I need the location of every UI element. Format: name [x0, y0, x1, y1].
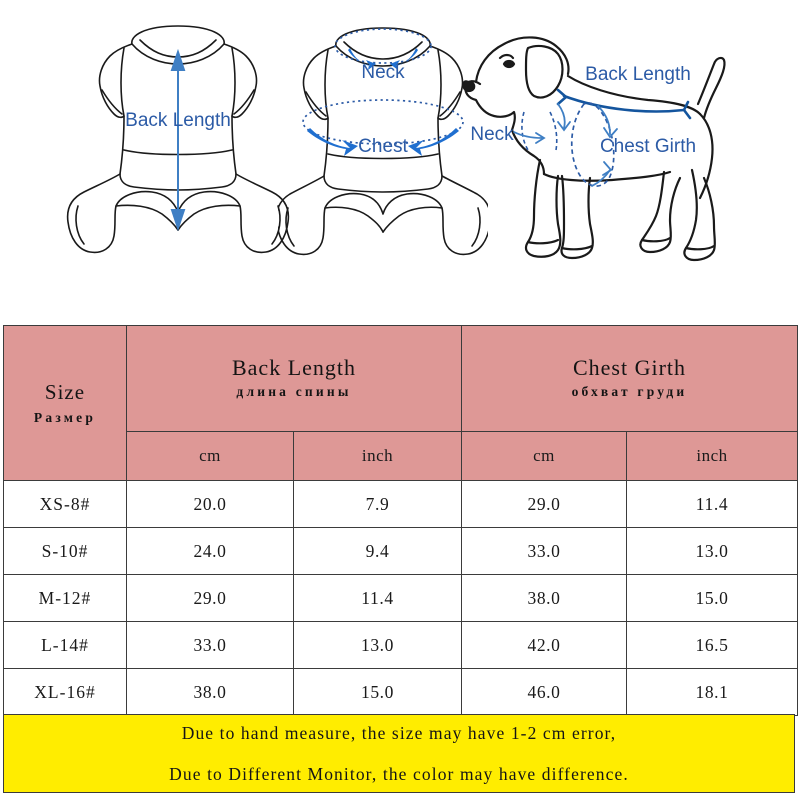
- cell-back-length-inch: 13.0: [294, 622, 462, 669]
- cell-back-length-cm: 29.0: [127, 575, 294, 622]
- cell-back-length-cm: 20.0: [127, 481, 294, 528]
- table-row: [4, 528, 798, 575]
- disclaimer-note: [3, 714, 795, 793]
- header-size-en: Size: [44, 379, 86, 404]
- cell-chest-girth-cm: 46.0: [462, 669, 627, 716]
- table-row: [4, 481, 798, 528]
- cell-chest-girth-inch: 15.0: [627, 575, 798, 622]
- cell-back-length-cm: 33.0: [127, 622, 294, 669]
- cell-size: XL-16#: [4, 669, 127, 716]
- cell-chest-girth-inch: 13.0: [627, 528, 798, 575]
- chest-label-back: Chest: [358, 136, 408, 157]
- cell-chest-girth-inch: 16.5: [627, 622, 798, 669]
- cell-chest-girth-inch: 11.4: [627, 481, 798, 528]
- illustration-panel: [0, 0, 800, 325]
- cell-size: M-12#: [4, 575, 127, 622]
- header-chest-girth-cell: [462, 326, 798, 432]
- header-unit-cg-inch: inch: [627, 432, 798, 481]
- header-unit-cg-cm: cm: [462, 432, 627, 481]
- cell-back-length-cm: 24.0: [127, 528, 294, 575]
- header-chest-girth-ru: обхват груди: [571, 384, 688, 400]
- table-row: [4, 622, 798, 669]
- neck-label-back: Neck: [361, 62, 405, 83]
- chest-girth-label-dog: Chest Girth: [599, 136, 697, 157]
- header-size-cell: [4, 326, 127, 481]
- table-row: [4, 669, 798, 716]
- cell-back-length-inch: 11.4: [294, 575, 462, 622]
- cell-size: S-10#: [4, 528, 127, 575]
- header-chest-girth-en: Chest Girth: [572, 354, 687, 380]
- cell-back-length-inch: 7.9: [294, 481, 462, 528]
- cell-chest-girth-cm: 29.0: [462, 481, 627, 528]
- header-unit-bl-inch: inch: [294, 432, 462, 481]
- cell-chest-girth-cm: 42.0: [462, 622, 627, 669]
- cell-chest-girth-inch: 18.1: [627, 669, 798, 716]
- header-unit-bl-cm: cm: [127, 432, 294, 481]
- header-back-length-ru: длина спины: [236, 384, 352, 400]
- cell-size: L-14#: [4, 622, 127, 669]
- back-length-label-dog: Back Length: [585, 64, 691, 85]
- cell-back-length-inch: 9.4: [294, 528, 462, 575]
- disclaimer-line-2: Due to Different Monitor, the color may have difference.: [169, 763, 629, 784]
- disclaimer-line-1: Due to hand measure, the size may have 1-2 cm error,: [181, 722, 617, 743]
- size-chart-table: [3, 325, 798, 716]
- neck-dashed-guide-2: [550, 112, 557, 150]
- cell-chest-girth-cm: 33.0: [462, 528, 627, 575]
- table-header-row-main: [4, 326, 798, 432]
- table-row: [4, 575, 798, 622]
- back-length-label-front: Back Length: [125, 110, 231, 131]
- cell-back-length-inch: 15.0: [294, 669, 462, 716]
- garment-front-figure: [58, 0, 298, 300]
- header-size-ru: Размер: [33, 409, 97, 425]
- neck-dashed-guide: [522, 112, 528, 150]
- header-back-length-cell: [127, 326, 462, 432]
- neck-label-dog: Neck: [470, 124, 514, 145]
- header-back-length-en: Back Length: [231, 354, 357, 380]
- dog-figure: [452, 0, 800, 300]
- cell-back-length-cm: 38.0: [127, 669, 294, 716]
- cell-chest-girth-cm: 38.0: [462, 575, 627, 622]
- cell-size: XS-8#: [4, 481, 127, 528]
